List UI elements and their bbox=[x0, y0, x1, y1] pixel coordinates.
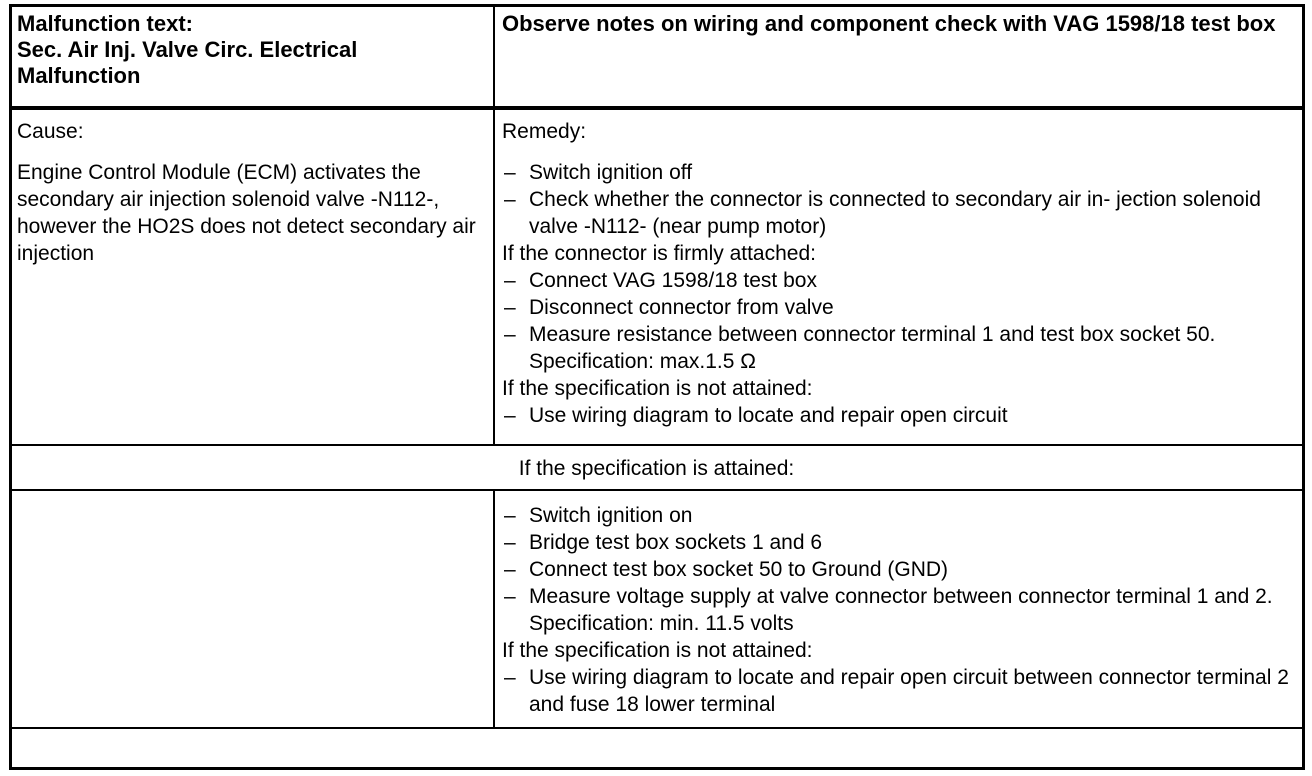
remedy-label: Remedy: bbox=[502, 120, 587, 143]
empty-footer-row bbox=[12, 729, 1302, 767]
malfunction-label: Malfunction text: bbox=[17, 11, 193, 36]
step-text: Measure voltage supply at valve connector between connector terminal 1 and 2. Specification: min. 11.5 volts bbox=[529, 585, 1273, 635]
spanning-divider bbox=[12, 489, 1302, 491]
remedy-step bbox=[502, 664, 1296, 718]
bullet-dash: – bbox=[504, 269, 516, 292]
cause-cell bbox=[12, 118, 493, 267]
bullet-dash: – bbox=[504, 188, 516, 211]
header-malfunction-cell bbox=[12, 9, 493, 105]
header-instructions-text: Observe notes on wiring and component check with VAG 1598/18 test box bbox=[502, 11, 1276, 36]
step-text: Switch ignition on bbox=[529, 504, 693, 527]
bullet-dash: – bbox=[504, 161, 516, 184]
cause-text: Engine Control Module (ECM) activates the secondary air injection solenoid valve -N112-, however the HO2S does not detect secondary air injection bbox=[17, 161, 476, 265]
bullet-dash: – bbox=[504, 404, 516, 427]
remedy-step bbox=[502, 502, 1296, 529]
spanning-condition-cell bbox=[12, 455, 1302, 482]
remedy-steps bbox=[502, 159, 1296, 429]
remedy-step bbox=[502, 267, 1296, 294]
remedy-step bbox=[502, 556, 1296, 583]
remedy-step bbox=[502, 583, 1296, 637]
bullet-dash: – bbox=[504, 585, 516, 608]
step-text: Connect VAG 1598/18 test box bbox=[529, 269, 817, 292]
bullet-dash: – bbox=[504, 531, 516, 554]
step-text: Switch ignition off bbox=[529, 161, 693, 184]
section1-divider bbox=[12, 444, 1302, 446]
step-text: Check whether the connector is connected to secondary air in- jection solenoid valve -N112- (near pump motor) bbox=[529, 188, 1261, 238]
remedy-step bbox=[502, 294, 1296, 321]
malfunction-text-line-2: Malfunction bbox=[17, 63, 141, 88]
spanning-condition-text: If the specification is attained: bbox=[518, 457, 795, 480]
column-divider-top bbox=[493, 7, 495, 444]
remedy-step bbox=[502, 186, 1296, 240]
procedure-table bbox=[9, 4, 1305, 770]
remedy-step bbox=[502, 321, 1296, 375]
step-text: Use wiring diagram to locate and repair open circuit bbox=[529, 404, 1008, 427]
step-text: Bridge test box sockets 1 and 6 bbox=[529, 531, 823, 554]
bullet-dash: – bbox=[504, 558, 516, 581]
step-text: Use wiring diagram to locate and repair open circuit between connector terminal 2 and fuse 18 lower terminal bbox=[529, 666, 1289, 716]
bullet-dash: – bbox=[504, 504, 516, 527]
bullet-dash: – bbox=[504, 666, 516, 689]
condition-text: If the specification is not attained: bbox=[502, 639, 813, 662]
header-instructions-cell bbox=[497, 9, 1302, 105]
remedy-step bbox=[502, 159, 1296, 186]
remedy-step bbox=[502, 402, 1296, 429]
bullet-dash: – bbox=[504, 323, 516, 346]
column-divider-bottom bbox=[493, 489, 495, 727]
header-divider bbox=[12, 106, 1302, 110]
condition-text: If the specification is not attained: bbox=[502, 377, 813, 400]
condition-text: If the connector is firmly attached: bbox=[502, 242, 816, 265]
remedy-cell bbox=[497, 118, 1302, 429]
step-text: Connect test box socket 50 to Ground (GND) bbox=[529, 558, 949, 581]
remedy-step bbox=[502, 529, 1296, 556]
bullet-dash: – bbox=[504, 296, 516, 319]
section2-remedy-cell bbox=[497, 502, 1302, 718]
step-text: Disconnect connector from valve bbox=[529, 296, 834, 319]
step-text: Measure resistance between connector terminal 1 and test box socket 50. Specification: max.1.5 Ω bbox=[529, 323, 1216, 373]
malfunction-text-line-1: Sec. Air Inj. Valve Circ. Electrical bbox=[17, 37, 358, 62]
cause-label: Cause: bbox=[17, 120, 84, 143]
